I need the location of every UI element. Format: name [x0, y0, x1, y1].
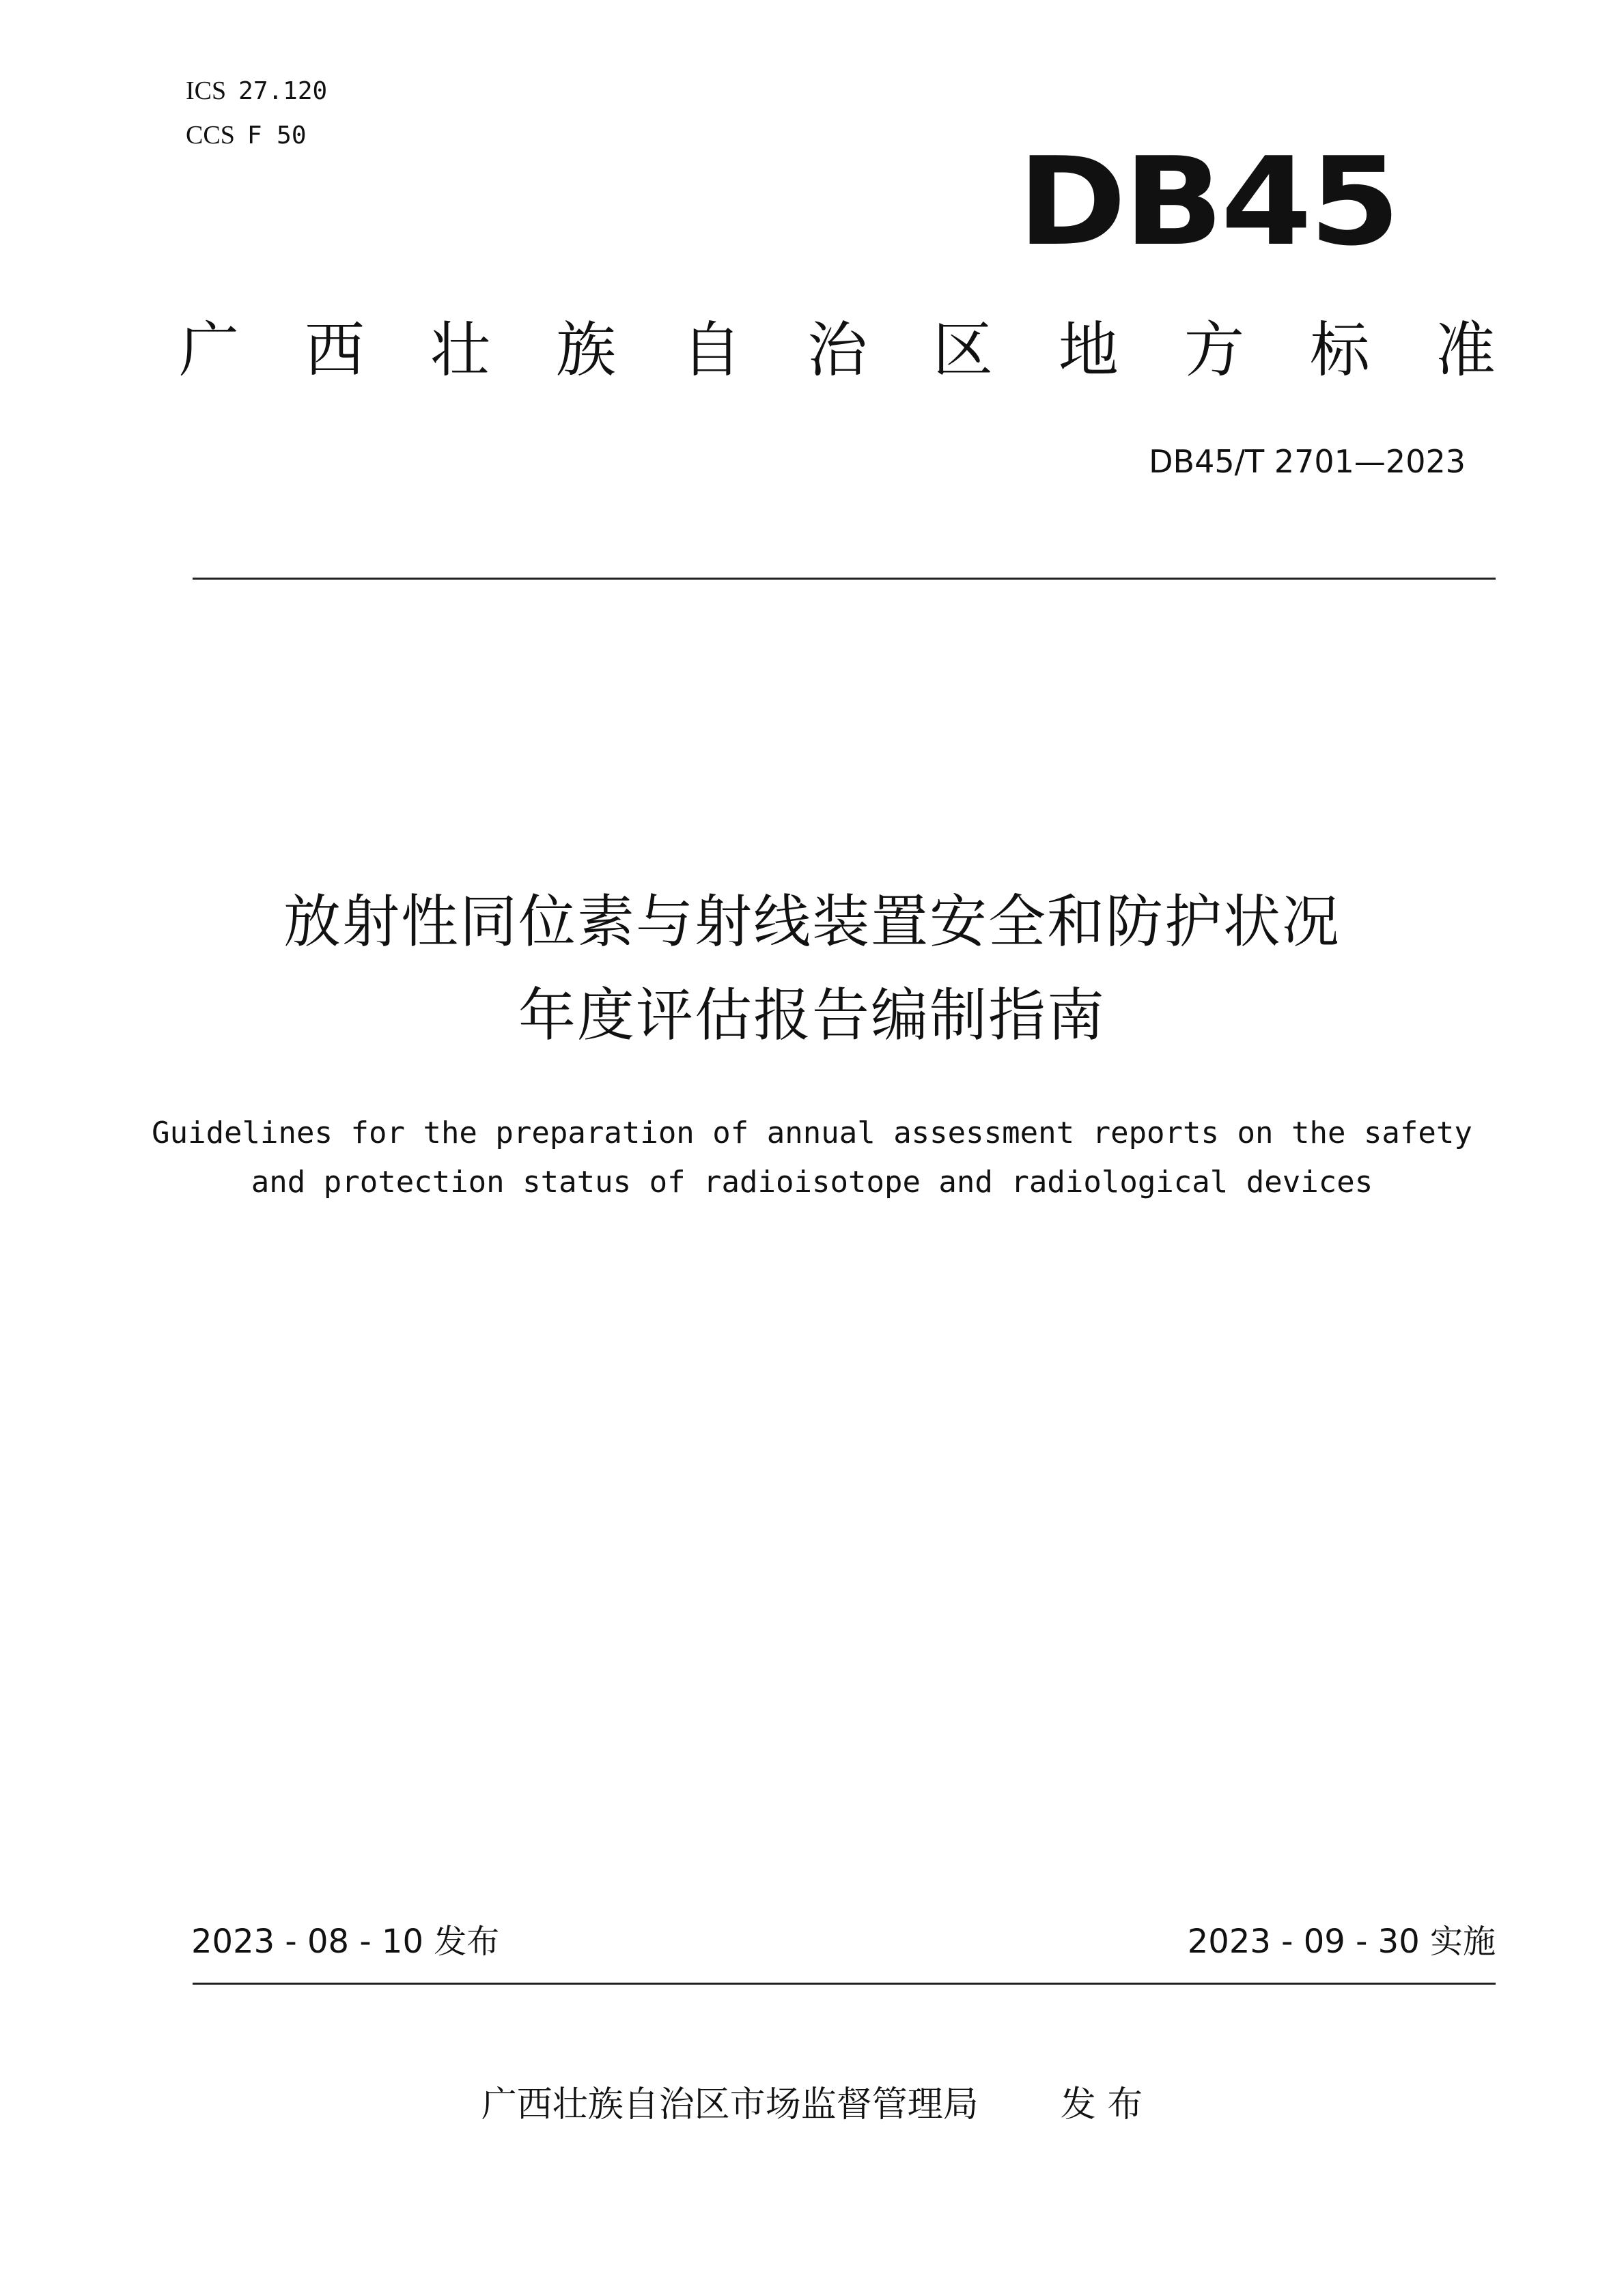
title-chinese-line-2: 年度评估报告编制指南 — [518, 982, 1106, 1049]
standard-type-char: 族 — [555, 315, 616, 385]
title-english-line-2: and protection status of radioisotope and radiological devices — [251, 1165, 1373, 1200]
standard-number: DB45/T 2701—2023 — [1149, 443, 1466, 480]
standard-type-char: 治 — [807, 315, 867, 385]
standard-type-char: 广 — [179, 315, 240, 385]
standard-type-heading — [179, 313, 1496, 388]
standard-type-char: 方 — [1184, 315, 1244, 385]
standard-type-char: 标 — [1309, 315, 1370, 385]
issuer-name: 广西壮族自治区市场监督管理局 — [481, 2084, 979, 2125]
db45-logo: DB45 — [1018, 131, 1398, 272]
ics-label: ICS — [186, 76, 227, 105]
ccs-label: CCS — [186, 121, 235, 150]
footer-divider — [193, 1983, 1496, 1985]
issue-date: 2023 - 08 - 10 发布 — [191, 1923, 500, 1961]
issuer-action: 发 布 — [1060, 2084, 1143, 2125]
title-english-line-1: Guidelines for the preparation of annual assessment reports on the safety — [152, 1116, 1472, 1150]
ics-code: 27.120 — [238, 77, 328, 105]
ccs-code: F 50 — [247, 122, 307, 150]
standard-type-char: 准 — [1435, 315, 1496, 385]
standard-type-char: 西 — [304, 315, 365, 385]
title-chinese-line-1: 放射性同位素与射线装置安全和防护状况 — [283, 888, 1341, 955]
ccs-classification — [186, 119, 307, 152]
header-divider — [193, 578, 1496, 580]
standard-type-char: 壮 — [430, 315, 490, 385]
issuer-line — [0, 2081, 1624, 2129]
standard-type-char: 自 — [681, 315, 742, 385]
standard-type-char: 地 — [1058, 315, 1119, 385]
ics-classification — [186, 75, 327, 107]
standard-type-char: 区 — [932, 315, 993, 385]
implementation-date: 2023 - 09 - 30 实施 — [1187, 1923, 1496, 1961]
